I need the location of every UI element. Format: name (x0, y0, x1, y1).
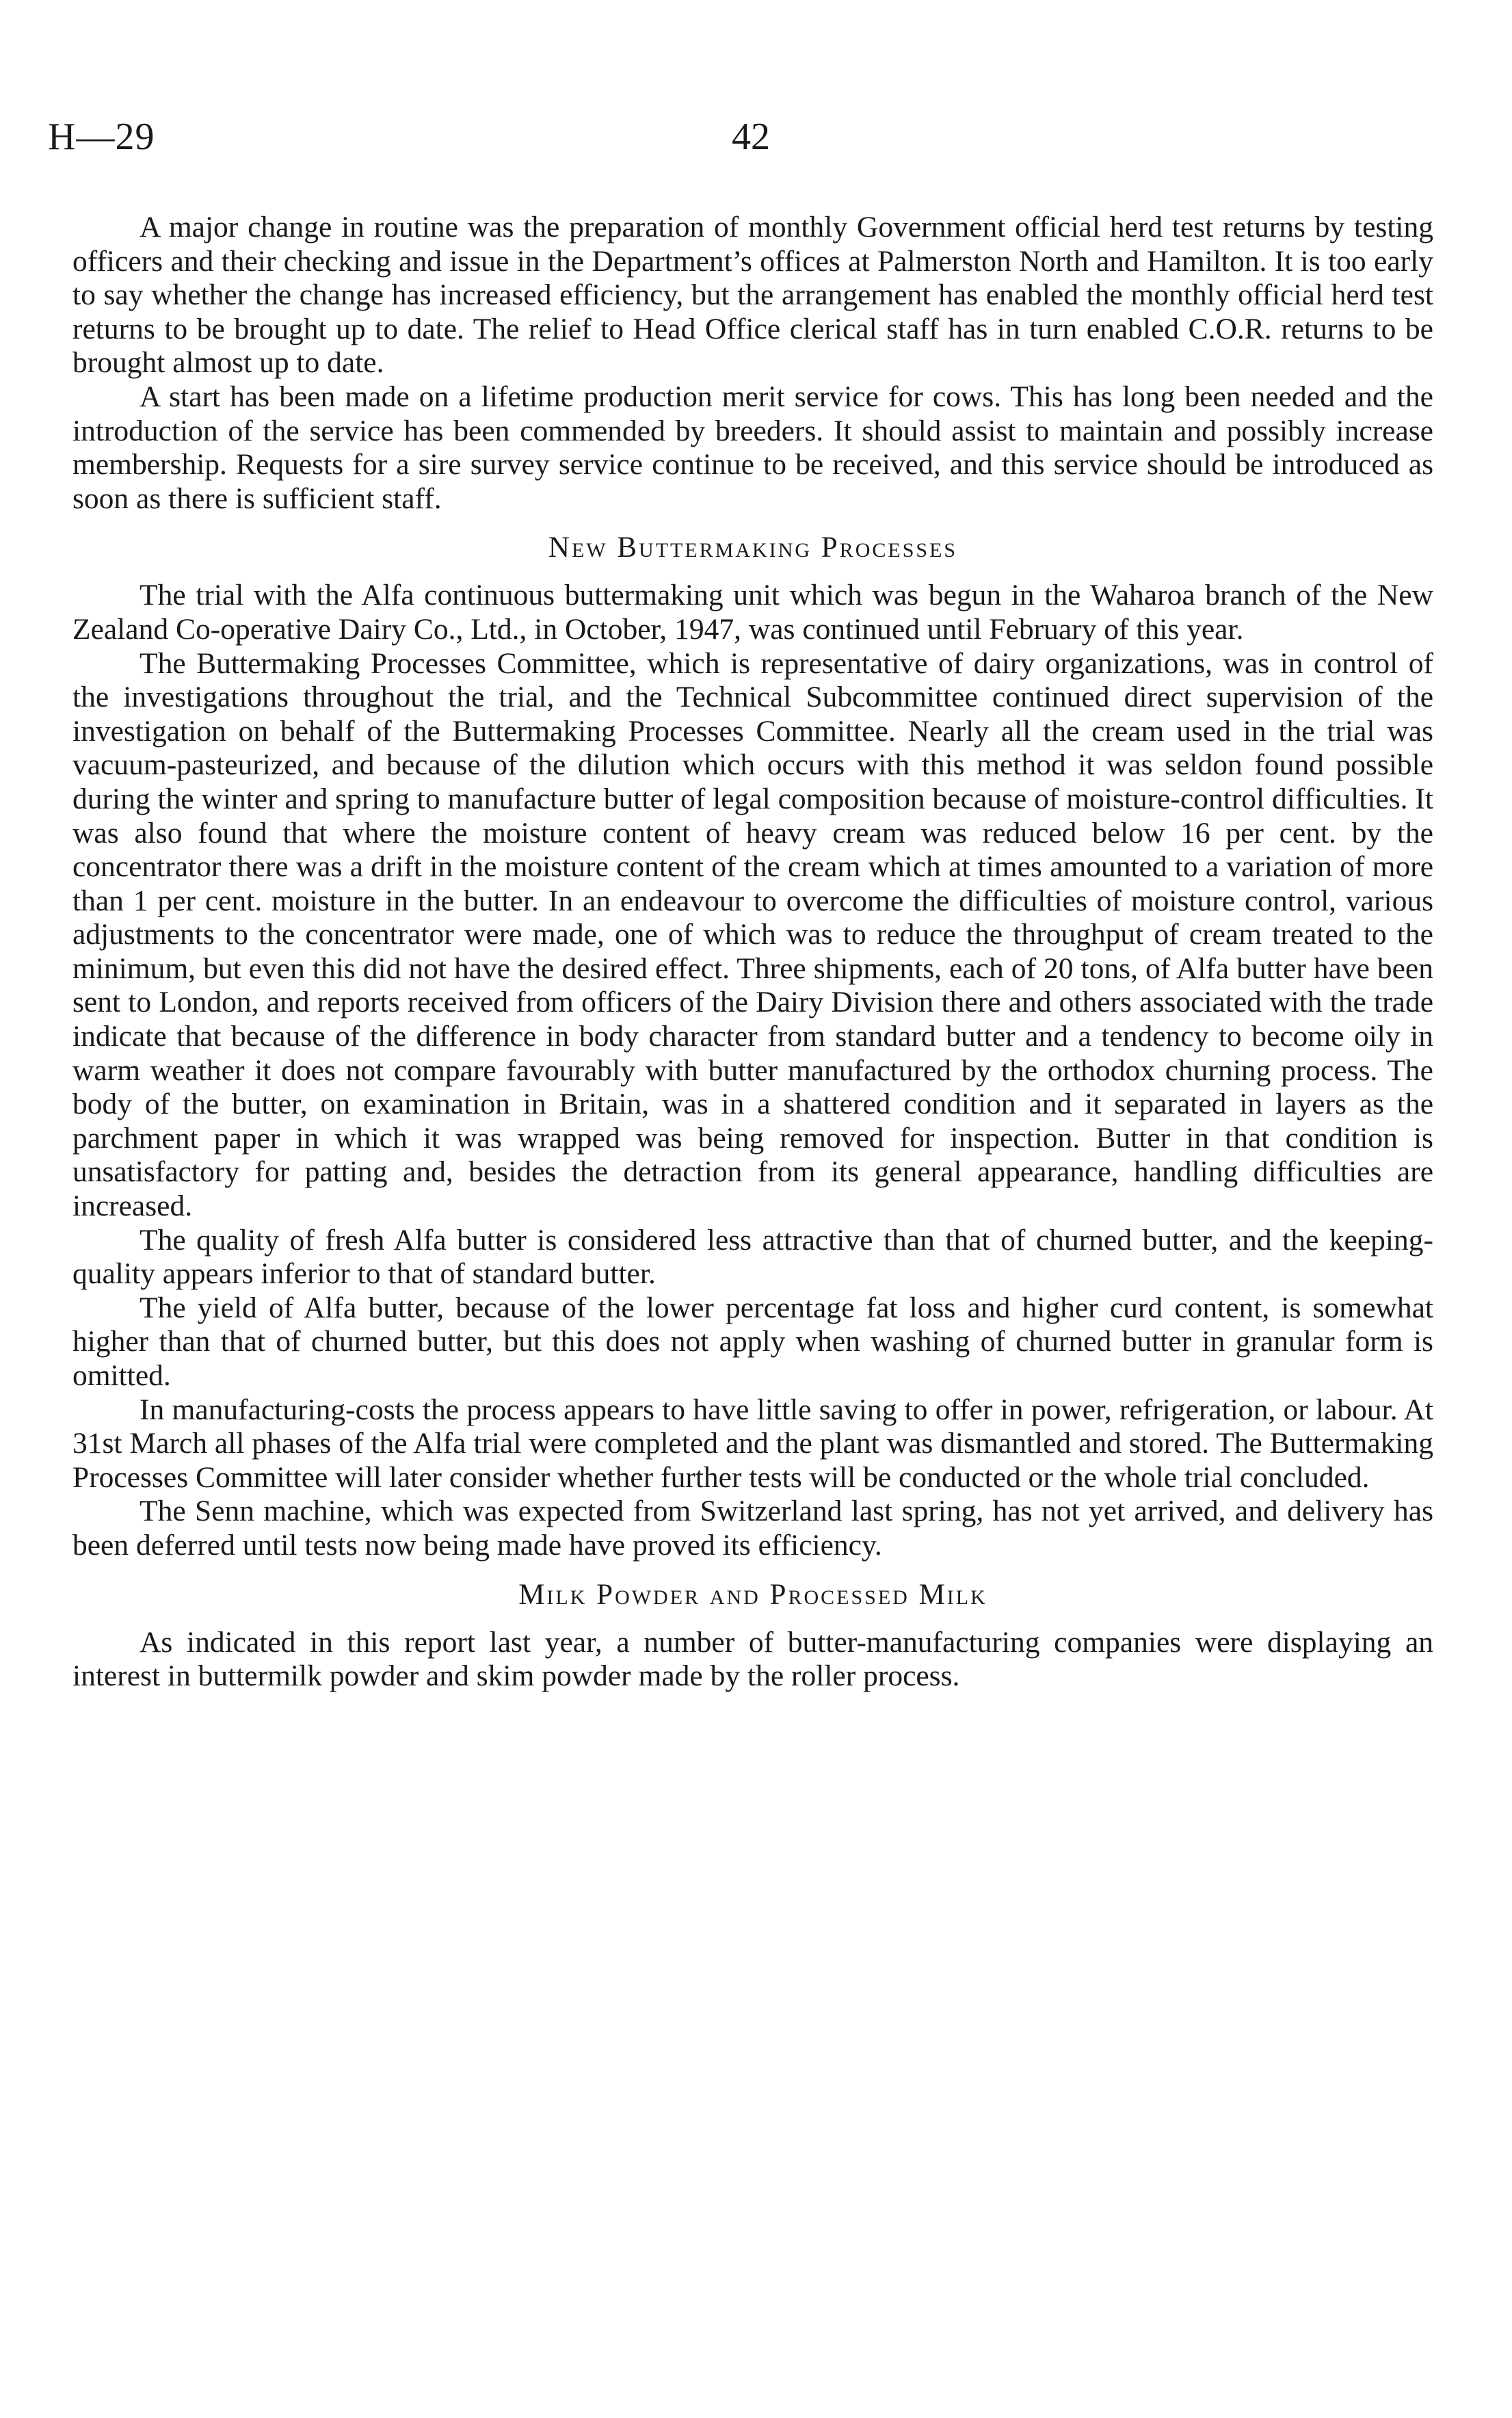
paragraph: The quality of fresh Alfa butter is considered less attractive than that of churned butter, and the keeping-quality appears inferior to that of standard butter. (72, 1223, 1433, 1291)
section-heading: New Buttermaking Processes (548, 531, 958, 564)
paragraph: The Senn machine, which was expected from Switzerland last spring, has not yet arrived, and delivery has been deferred until tests now being made have proved its efficiency. (72, 1495, 1433, 1562)
section-heading: Milk Powder and Processed Milk (518, 1578, 987, 1611)
page-number: 42 (732, 116, 770, 158)
document-reference: H—29 (48, 116, 155, 158)
paragraph: As indicated in this report last year, a number of butter-manufacturing companies were displaying an interest in buttermilk powder and skim powder made by the roller process. (72, 1625, 1433, 1693)
paragraph: The Buttermaking Processes Committee, which is representative of dairy organizations, was in control of the investigations throughout the trial, and the Technical Subcommittee continued direct supervision of the investigation on behalf of the Buttermaking Processes Committee. Nearly all the cream used in the trial was vacuum-pasteurized, and because of the dilution which occurs with this method it was seldon found possible during the winter and spring to manufacture butter of legal composition because of moisture-control difficulties. It was also found that where the moisture content of heavy cream was reduced below 16 per cent. by the concentrator there was a drift in the moisture content of the cream which at times amounted to a variation of more than 1 per cent. moisture in the butter. In an endeavour to overcome the difficulties of moisture control, various adjustments to the concentrator were made, one of which was to reduce the throughput of cream treated to the minimum, but even this did not have the desired effect. Three shipments, each of 20 tons, of Alfa butter have been sent to London, and reports received from officers of the Dairy Division there and others associated with the trade indicate that because of the difference in body character from standard butter and a tendency to become oily in warm weather it does not compare favourably with butter manufactured by the orthodox churning process. The body of the butter, on examination in Britain, was in a shattered condition and it separated in layers as the parchment paper in which it was wrapped was being removed for inspection. Butter in that condition is unsatisfactory for patting and, besides the detraction from its general appearance, handling difficulties are increased. (72, 646, 1433, 1223)
paragraph: A major change in routine was the preparation of monthly Government official herd test returns by testing officers and their checking and issue in the Department’s offices at Palmerston North and Hamilton. It is too early to say whether the change has increased efficiency, but the arrangement has enabled the monthly official herd test returns to be brought up to date. The relief to Head Office clerical staff has in turn enabled C.O.R. returns to be brought almost up to date. (72, 211, 1433, 380)
paragraph: The trial with the Alfa continuous buttermaking unit which was begun in the Waharoa branch of the New Zealand Co-operative Dairy Co., Ltd., in October, 1947, was continued until February of this year. (72, 579, 1433, 646)
paragraph: The yield of Alfa butter, because of the lower percentage fat loss and higher curd content, is somewhat higher than that of churned butter, but this does not apply when washing of churned butter in granular form is omitted. (72, 1291, 1433, 1392)
page-header (48, 115, 1463, 170)
paragraph: In manufacturing-costs the process appears to have little saving to offer in power, refrigeration, or labour. At 31st March all phases of the Alfa trial were completed and the plant was dismantled and stored. The Buttermaking Processes Committee will later consider whether further tests will be conducted or the whole trial concluded. (72, 1393, 1433, 1494)
document-body (72, 211, 1433, 1694)
paragraph: A start has been made on a lifetime production merit service for cows. This has long been needed and the introduction of the service has been commended by breeders. It should assist to maintain and possibly increase membership. Requests for a sire survey service continue to be received, and this service should be introduced as soon as there is sufficient staff. (72, 380, 1433, 515)
